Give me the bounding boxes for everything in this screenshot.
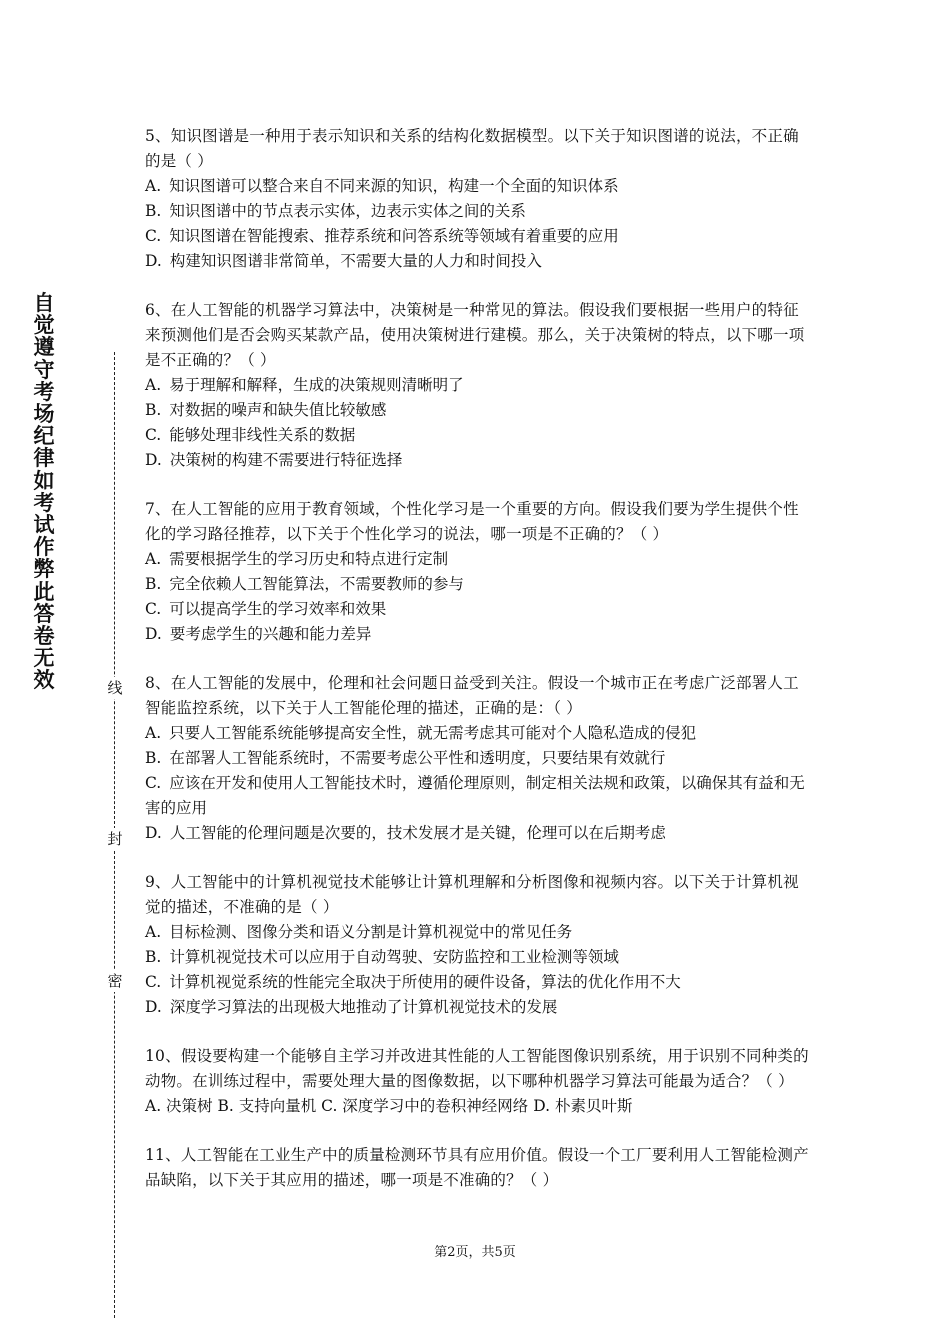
option-d: D. 要考虑学生的兴趣和能力差异 (145, 625, 372, 643)
option-a: A. 知识图谱可以整合来自不同来源的知识，构建一个全面的知识体系 (145, 177, 619, 195)
question-10 (145, 1044, 809, 1119)
option-b: B. 知识图谱中的节点表示实体，边表示实体之间的关系 (145, 202, 526, 220)
option-b: B. 对数据的噪声和缺失值比较敏感 (145, 401, 387, 419)
option-c: C. 计算机视觉系统的性能完全取决于所使用的硬件设备，算法的优化作用不大 (145, 973, 681, 991)
option-c: C. 应该在开发和使用人工智能技术时，遵循伦理原则，制定相关法规和政策，以确保其有益和无害的应用 (145, 774, 805, 817)
question-6 (145, 298, 809, 473)
question-stem: 7、在人工智能的应用于教育领域，个性化学习是一个重要的方向。假设我们要为学生提供个性化的学习路径推荐，以下关于个性化学习的说法，哪一项是不正确的？（ ） (145, 500, 799, 543)
question-stem: 6、在人工智能的机器学习算法中，决策树是一种常见的算法。假设我们要根据一些用户的特征来预测他们是否会购买某款产品，使用决策树进行建模。那么，关于决策树的特点，以下哪一项是不正确的？（ ） (145, 301, 805, 369)
question-8 (145, 671, 809, 846)
option-b: B. 完全依赖人工智能算法，不需要教师的参与 (145, 575, 464, 593)
question-list (145, 124, 809, 1217)
option-b: B. 在部署人工智能系统时，不需要考虑公平性和透明度，只要结果有效就行 (145, 749, 666, 767)
question-9 (145, 870, 809, 1020)
option-c: C. 知识图谱在智能搜索、推荐系统和问答系统等领域有着重要的应用 (145, 227, 619, 245)
question-stem: 8、在人工智能的发展中，伦理和社会问题日益受到关注。假设一个城市正在考虑广泛部署人工智能监控系统，以下关于人工智能伦理的描述，正确的是：（ ） (145, 674, 799, 717)
question-5 (145, 124, 809, 274)
inline-options: A. 决策树 B. 支持向量机 C. 深度学习中的卷积神经网络 D. 朴素贝叶斯 (145, 1097, 633, 1115)
question-7 (145, 497, 809, 647)
binding-label-xian: 线 (104, 677, 126, 699)
page-number: 第2页，共5页 (434, 1245, 516, 1260)
question-stem: 11、人工智能在工业生产中的质量检测环节具有应用价值。假设一个工厂要利用人工智能检测产品缺陷，以下关于其应用的描述，哪一项是不准确的？（ ） (145, 1146, 809, 1189)
option-d: D. 决策树的构建不需要进行特征选择 (145, 451, 403, 469)
option-a: A. 易于理解和解释，生成的决策规则清晰明了 (145, 376, 464, 394)
question-stem: 10、假设要构建一个能够自主学习并改进其性能的人工智能图像识别系统，用于识别不同种类的动物。在训练过程中，需要处理大量的图像数据，以下哪种机器学习算法可能最为适合？（ ） (145, 1047, 809, 1090)
option-a: A. 目标检测、图像分类和语义分割是计算机视觉中的常见任务 (145, 923, 573, 941)
question-stem: 9、人工智能中的计算机视觉技术能够让计算机理解和分析图像和视频内容。以下关于计算机视觉的描述，不准确的是（ ） (145, 873, 799, 916)
question-stem: 5、知识图谱是一种用于表示知识和关系的结构化数据模型。以下关于知识图谱的说法，不正确的是（ ） (145, 127, 799, 170)
option-c: C. 能够处理非线性关系的数据 (145, 426, 356, 444)
option-d: D. 深度学习算法的出现极大地推动了计算机视觉技术的发展 (145, 998, 558, 1016)
option-d: D. 构建知识图谱非常简单，不需要大量的人力和时间投入 (145, 252, 542, 270)
option-b: B. 计算机视觉技术可以应用于自动驾驶、安防监控和工业检测等领域 (145, 948, 619, 966)
option-a: A. 只要人工智能系统能够提高安全性，就无需考虑其可能对个人隐私造成的侵犯 (145, 724, 697, 742)
option-a: A. 需要根据学生的学习历史和特点进行定制 (145, 550, 449, 568)
binding-label-feng: 封 (104, 828, 126, 850)
option-c: C. 可以提高学生的学习效率和效果 (145, 600, 387, 618)
option-d: D. 人工智能的伦理问题是次要的，技术发展才是关键，伦理可以在后期考虑 (145, 824, 666, 842)
question-11 (145, 1143, 809, 1193)
binding-label-mi: 密 (104, 970, 126, 992)
exam-discipline-notice: 自觉遵守考场纪律如考试作弊此答卷无效 (33, 291, 55, 693)
